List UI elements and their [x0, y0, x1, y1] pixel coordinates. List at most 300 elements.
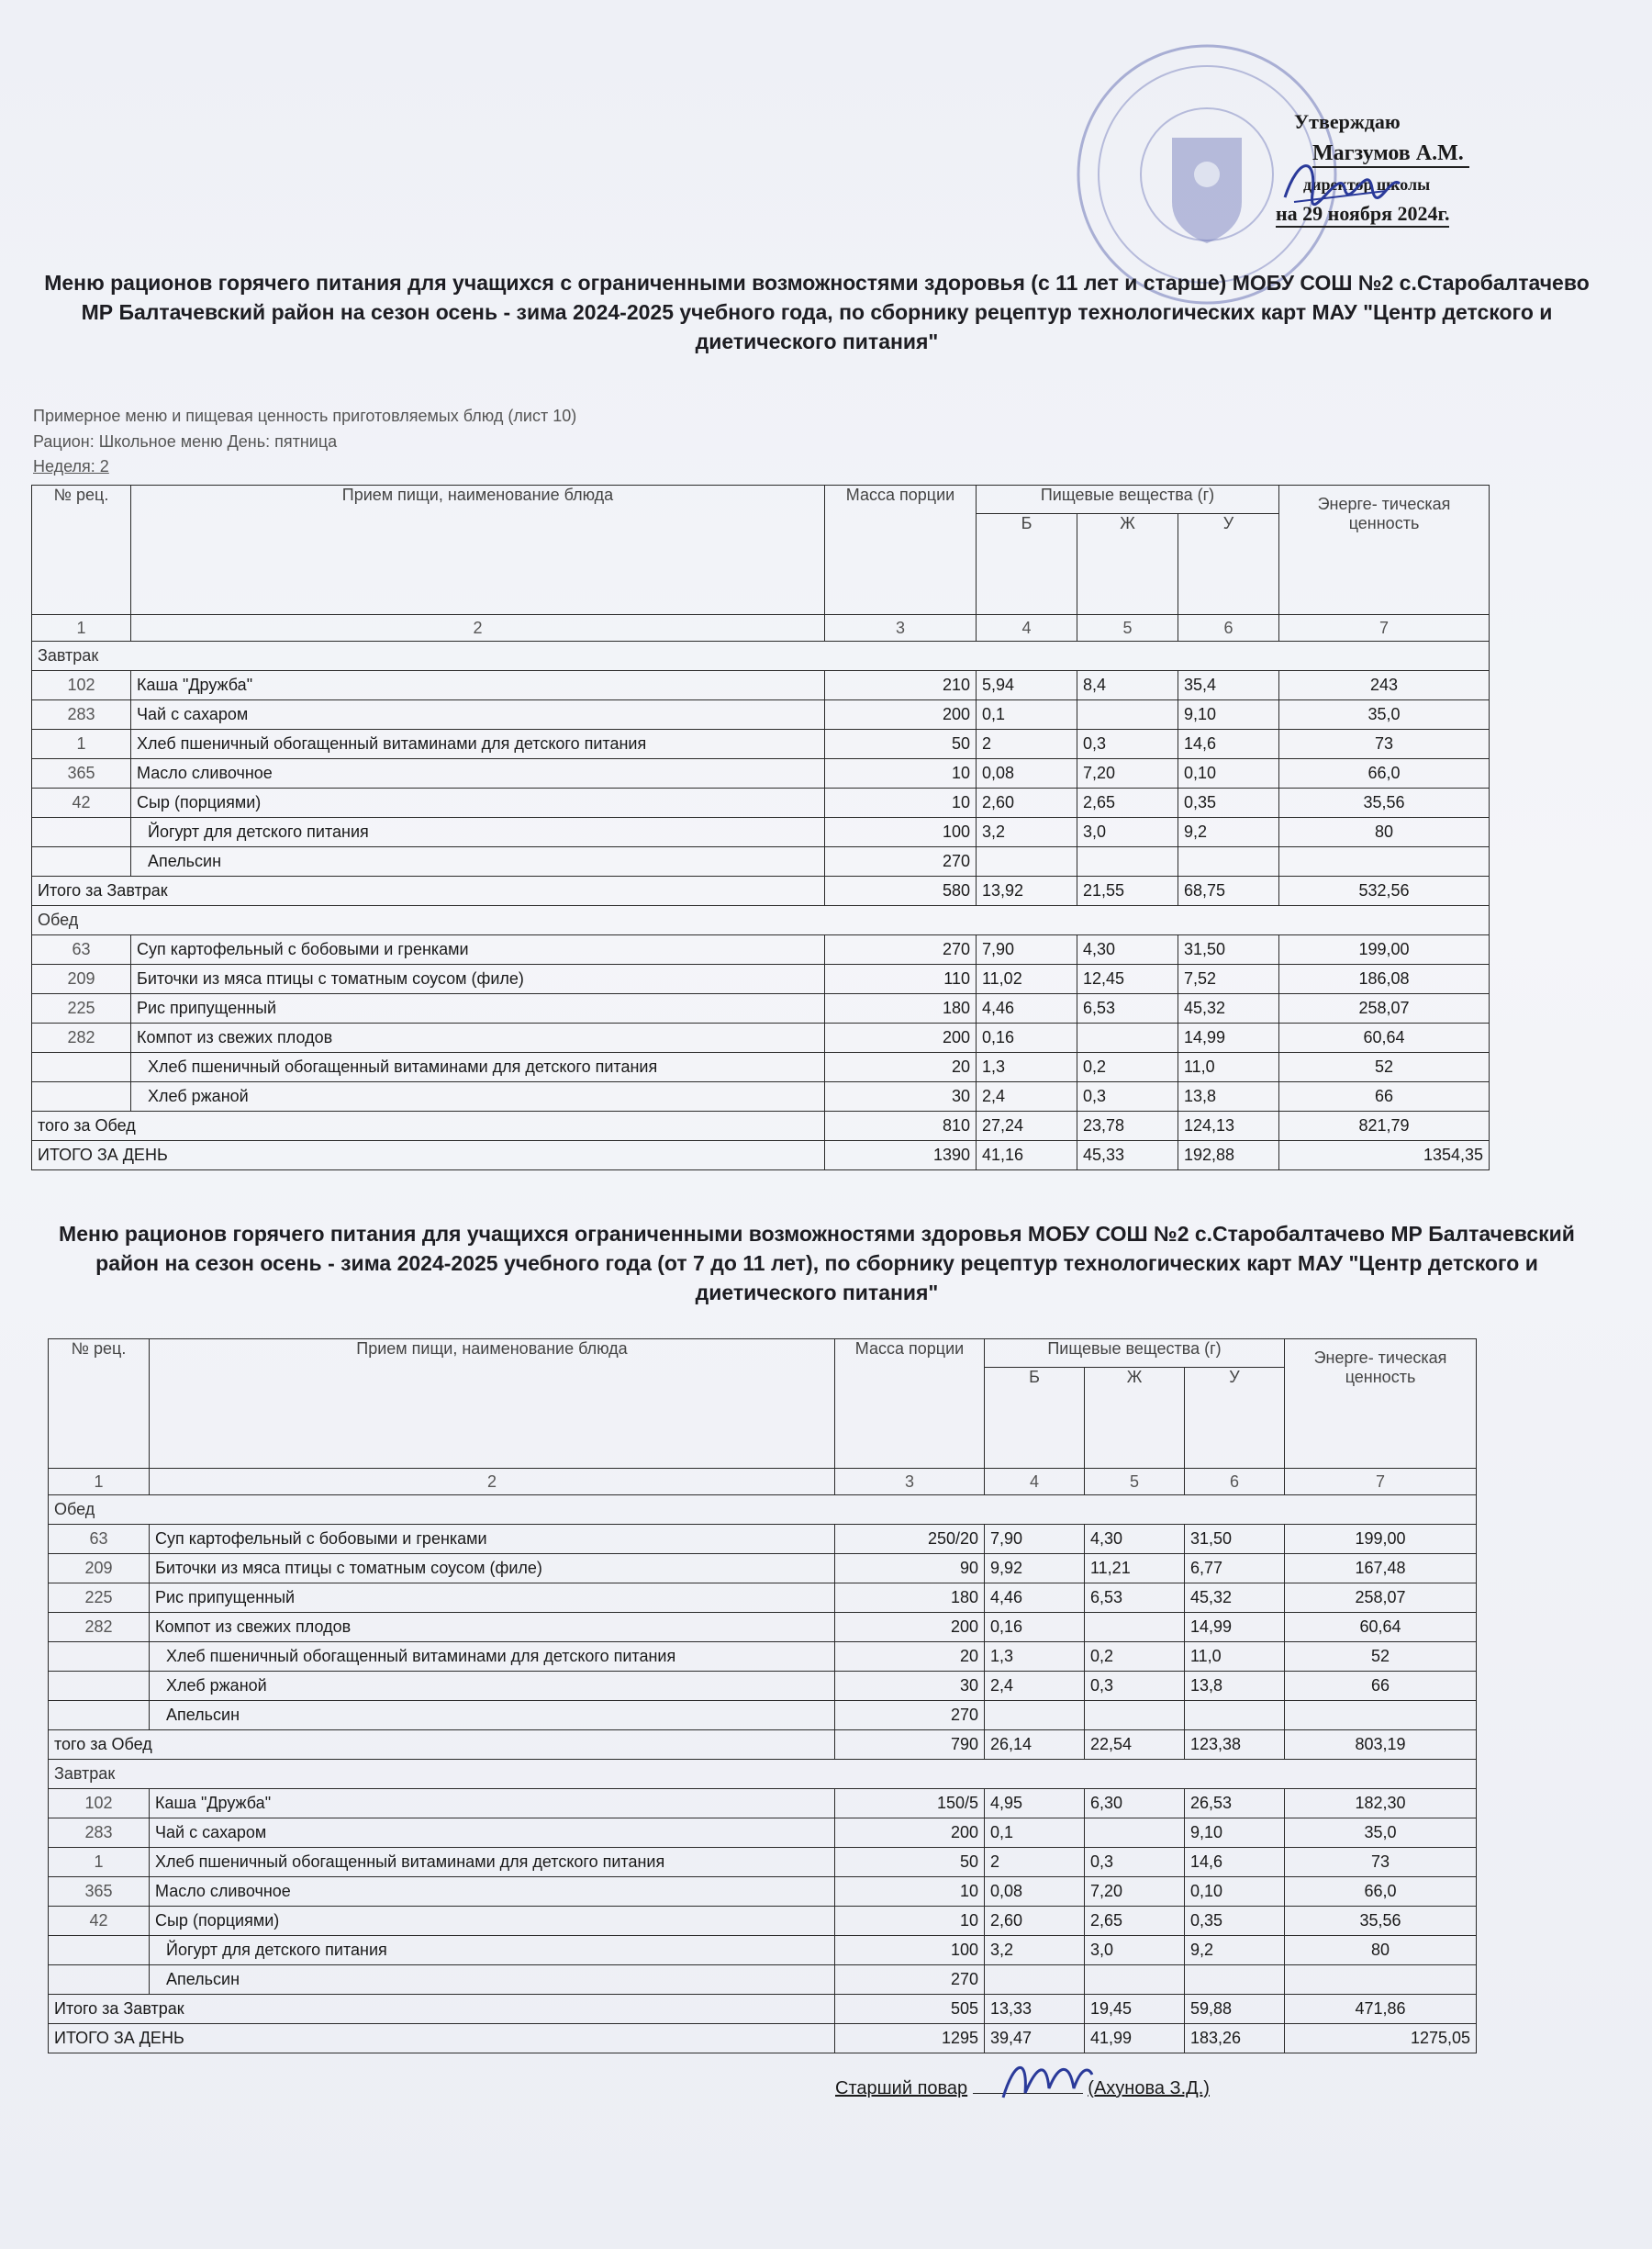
- rec-cell: 63: [49, 1525, 150, 1554]
- section-breakfast: Завтрак: [32, 642, 1490, 671]
- dish-name-cell: Суп картофельный с бобовыми и гренками: [131, 935, 825, 965]
- energy-cell: 60,64: [1285, 1613, 1477, 1642]
- rec-cell: 42: [32, 789, 131, 818]
- energy-cell: 35,0: [1285, 1818, 1477, 1848]
- fat-cell: 0,3: [1077, 730, 1178, 759]
- protein-cell: 11,02: [977, 965, 1077, 994]
- col-num: 3: [825, 615, 977, 642]
- col-num: 6: [1185, 1469, 1285, 1495]
- breakfast-rows: [49, 1789, 1477, 1995]
- mass-cell: 10: [825, 789, 977, 818]
- rec-cell: 63: [32, 935, 131, 965]
- dish-name-cell: Апельсин: [150, 1965, 835, 1995]
- section-breakfast: Завтрак: [49, 1760, 1477, 1789]
- total-energy-cell: 821,79: [1279, 1112, 1490, 1141]
- table-number-row: [49, 1469, 1477, 1495]
- energy-cell: 73: [1279, 730, 1490, 759]
- energy-cell: 35,0: [1279, 700, 1490, 730]
- fat-cell: 6,30: [1085, 1789, 1185, 1818]
- menu-title-older: Меню рационов горячего питания для учащихся с ограниченными возможностями здоровья (с 11 лет и старше) МОБУ СОШ №2 с.Старобалтачево МР Балтачевский район на сезон осень - зима 2024-2025 учебного года, по сборнику рецептур технологических карт МАУ "Центр детского и диетического питания": [44, 271, 1590, 353]
- menu-week: Неделя: 2: [33, 457, 109, 476]
- total-carbs-cell: 59,88: [1185, 1995, 1285, 2024]
- table-row: [32, 1082, 1490, 1112]
- director-post: директор школы: [1303, 175, 1431, 194]
- rec-cell: [32, 1053, 131, 1082]
- col-energy: Энерге- тическая ценность: [1279, 486, 1490, 615]
- dish-name-cell: Сыр (порциями): [150, 1907, 835, 1936]
- protein-cell: [977, 847, 1077, 877]
- table-row: [32, 759, 1490, 789]
- total-carbs-cell: 183,26: [1185, 2024, 1285, 2053]
- total-lunch-row: [49, 1730, 1477, 1760]
- fat-cell: 7,20: [1085, 1877, 1185, 1907]
- fat-cell: 0,3: [1085, 1672, 1185, 1701]
- fat-cell: [1085, 1965, 1185, 1995]
- total-breakfast-row: [49, 1995, 1477, 2024]
- mass-cell: 200: [835, 1613, 985, 1642]
- total-label-cell: того за Обед: [32, 1112, 825, 1141]
- table-row: [49, 1642, 1477, 1672]
- carbs-cell: 35,4: [1178, 671, 1279, 700]
- dish-name-cell: Масло сливочное: [131, 759, 825, 789]
- dish-name-cell: Рис припущенный: [150, 1583, 835, 1613]
- table-row: [32, 818, 1490, 847]
- protein-cell: 4,46: [977, 994, 1077, 1024]
- total-fat-cell: 41,99: [1085, 2024, 1185, 2053]
- col-rec: № рец.: [32, 486, 131, 615]
- fat-cell: 12,45: [1077, 965, 1178, 994]
- dish-name-cell: Сыр (порциями): [131, 789, 825, 818]
- total-label-cell: ИТОГО ЗА ДЕНЬ: [32, 1141, 825, 1170]
- total-mass-cell: 790: [835, 1730, 985, 1760]
- total-day-row: [32, 1141, 1490, 1170]
- table-row: [49, 1613, 1477, 1642]
- mass-cell: 30: [825, 1082, 977, 1112]
- rec-cell: 283: [32, 700, 131, 730]
- mass-cell: 180: [835, 1583, 985, 1613]
- table-row: [32, 730, 1490, 759]
- section-row: [49, 1760, 1477, 1789]
- fat-cell: 0,2: [1077, 1053, 1178, 1082]
- table-row: [49, 1583, 1477, 1613]
- chef-signature: [996, 2042, 1097, 2116]
- dish-name-cell: Биточки из мяса птицы с томатным соусом (филе): [131, 965, 825, 994]
- mass-cell: 10: [835, 1877, 985, 1907]
- menu-sheet-info: Примерное меню и пищевая ценность приготовляемых блюд (лист 10): [33, 407, 577, 425]
- section-row: [32, 906, 1490, 935]
- dish-name-cell: Масло сливочное: [150, 1877, 835, 1907]
- protein-cell: 2,60: [985, 1907, 1085, 1936]
- fat-cell: 11,21: [1085, 1554, 1185, 1583]
- rec-cell: 283: [49, 1818, 150, 1848]
- chef-label: Старший повар: [835, 2078, 968, 2098]
- carbs-cell: 9,10: [1178, 700, 1279, 730]
- carbs-cell: 11,0: [1178, 1053, 1279, 1082]
- col-nutrients: Пищевые вещества (г): [985, 1339, 1285, 1368]
- carbs-cell: 13,8: [1185, 1672, 1285, 1701]
- energy-cell: [1279, 847, 1490, 877]
- total-protein-cell: 27,24: [977, 1112, 1077, 1141]
- mass-cell: 50: [835, 1848, 985, 1877]
- dish-name-cell: Йогурт для детского питания: [150, 1936, 835, 1965]
- col-zh: Ж: [1077, 514, 1178, 615]
- dish-name-cell: Чай с сахаром: [150, 1818, 835, 1848]
- dish-name-cell: Хлеб пшеничный обогащенный витаминами для детского питания: [131, 730, 825, 759]
- table-row: [32, 994, 1490, 1024]
- table-row: [49, 1672, 1477, 1701]
- menu-ration-day: Рацион: Школьное меню День: пятница: [33, 432, 338, 451]
- dish-name-cell: Хлеб ржаной: [131, 1082, 825, 1112]
- total-day-row: [49, 2024, 1477, 2053]
- rec-cell: [49, 1936, 150, 1965]
- fat-cell: 2,65: [1085, 1907, 1185, 1936]
- rec-cell: 1: [32, 730, 131, 759]
- menu-table-younger: [48, 1338, 1477, 2053]
- total-fat-cell: 45,33: [1077, 1141, 1178, 1170]
- protein-cell: 3,2: [977, 818, 1077, 847]
- energy-cell: 199,00: [1285, 1525, 1477, 1554]
- total-carbs-cell: 192,88: [1178, 1141, 1279, 1170]
- mass-cell: 100: [835, 1936, 985, 1965]
- protein-cell: 4,95: [985, 1789, 1085, 1818]
- total-energy-cell: 471,86: [1285, 1995, 1477, 2024]
- carbs-cell: [1178, 847, 1279, 877]
- fat-cell: 4,30: [1085, 1525, 1185, 1554]
- fat-cell: 8,4: [1077, 671, 1178, 700]
- total-label-cell: того за Обед: [49, 1730, 835, 1760]
- col-b: Б: [985, 1368, 1085, 1469]
- carbs-cell: 9,10: [1185, 1818, 1285, 1848]
- carbs-cell: 0,35: [1185, 1907, 1285, 1936]
- director-name: Магзумов А.М.: [1312, 141, 1469, 168]
- energy-cell: [1285, 1701, 1477, 1730]
- section-lunch: Обед: [49, 1495, 1477, 1525]
- protein-cell: 4,46: [985, 1583, 1085, 1613]
- carbs-cell: 0,10: [1178, 759, 1279, 789]
- approval-title: Утверждаю: [1294, 110, 1401, 133]
- energy-cell: 258,07: [1285, 1583, 1477, 1613]
- col-num: 6: [1178, 615, 1279, 642]
- rec-cell: 225: [49, 1583, 150, 1613]
- table-row: [49, 1818, 1477, 1848]
- protein-cell: 9,92: [985, 1554, 1085, 1583]
- carbs-cell: 31,50: [1185, 1525, 1285, 1554]
- table-row: [49, 1525, 1477, 1554]
- rec-cell: [49, 1672, 150, 1701]
- fat-cell: [1085, 1818, 1185, 1848]
- section-row: [49, 1495, 1477, 1525]
- mass-cell: 210: [825, 671, 977, 700]
- dish-name-cell: Апельсин: [131, 847, 825, 877]
- total-protein-cell: 41,16: [977, 1141, 1077, 1170]
- mass-cell: 100: [825, 818, 977, 847]
- table-row: [49, 1877, 1477, 1907]
- energy-cell: [1285, 1965, 1477, 1995]
- carbs-cell: 11,0: [1185, 1642, 1285, 1672]
- fat-cell: [1085, 1613, 1185, 1642]
- mass-cell: 10: [825, 759, 977, 789]
- table-row: [32, 847, 1490, 877]
- mass-cell: 20: [835, 1642, 985, 1672]
- table-row: [49, 1965, 1477, 1995]
- protein-cell: 2,4: [985, 1672, 1085, 1701]
- rec-cell: 282: [32, 1024, 131, 1053]
- carbs-cell: 9,2: [1185, 1936, 1285, 1965]
- fat-cell: 0,3: [1077, 1082, 1178, 1112]
- col-num: 2: [150, 1469, 835, 1495]
- table-row: [49, 1701, 1477, 1730]
- energy-cell: 35,56: [1285, 1907, 1477, 1936]
- table-row: [49, 1848, 1477, 1877]
- protein-cell: 7,90: [985, 1525, 1085, 1554]
- protein-cell: [985, 1965, 1085, 1995]
- fat-cell: 6,53: [1077, 994, 1178, 1024]
- fat-cell: 7,20: [1077, 759, 1178, 789]
- mass-cell: 250/20: [835, 1525, 985, 1554]
- protein-cell: 2,60: [977, 789, 1077, 818]
- col-num: 7: [1285, 1469, 1477, 1495]
- protein-cell: 0,16: [985, 1613, 1085, 1642]
- energy-cell: 35,56: [1279, 789, 1490, 818]
- energy-cell: 66: [1285, 1672, 1477, 1701]
- total-fat-cell: 23,78: [1077, 1112, 1178, 1141]
- carbs-cell: 0,35: [1178, 789, 1279, 818]
- energy-cell: 73: [1285, 1848, 1477, 1877]
- dish-name-cell: Биточки из мяса птицы с томатным соусом (филе): [150, 1554, 835, 1583]
- mass-cell: 270: [835, 1965, 985, 1995]
- table-header-row: [32, 486, 1490, 514]
- table-row: [32, 789, 1490, 818]
- carbs-cell: 14,99: [1178, 1024, 1279, 1053]
- col-dish: Прием пищи, наименование блюда: [131, 486, 825, 615]
- total-carbs-cell: 124,13: [1178, 1112, 1279, 1141]
- protein-cell: 0,1: [977, 700, 1077, 730]
- total-label-cell: ИТОГО ЗА ДЕНЬ: [49, 2024, 835, 2053]
- col-num: 4: [977, 615, 1077, 642]
- energy-cell: 80: [1285, 1936, 1477, 1965]
- col-dish: Прием пищи, наименование блюда: [150, 1339, 835, 1469]
- table-row: [49, 1907, 1477, 1936]
- total-label-cell: Итого за Завтрак: [32, 877, 825, 906]
- dish-name-cell: Хлеб пшеничный обогащенный витаминами для детского питания: [131, 1053, 825, 1082]
- mass-cell: 270: [825, 847, 977, 877]
- dish-name-cell: Апельсин: [150, 1701, 835, 1730]
- protein-cell: 1,3: [985, 1642, 1085, 1672]
- protein-cell: 0,08: [985, 1877, 1085, 1907]
- rec-cell: [32, 1082, 131, 1112]
- menu-table-older: [31, 485, 1490, 1170]
- dish-name-cell: Компот из свежих плодов: [131, 1024, 825, 1053]
- total-protein-cell: 13,33: [985, 1995, 1085, 2024]
- mass-cell: 200: [825, 700, 977, 730]
- col-b: Б: [977, 514, 1077, 615]
- mass-cell: 10: [835, 1907, 985, 1936]
- carbs-cell: [1185, 1965, 1285, 1995]
- mass-cell: 200: [825, 1024, 977, 1053]
- table-row: [32, 965, 1490, 994]
- carbs-cell: 31,50: [1178, 935, 1279, 965]
- rec-cell: 102: [32, 671, 131, 700]
- fat-cell: 3,0: [1085, 1936, 1185, 1965]
- total-mass-cell: 580: [825, 877, 977, 906]
- protein-cell: 5,94: [977, 671, 1077, 700]
- mass-cell: 200: [835, 1818, 985, 1848]
- col-num: 3: [835, 1469, 985, 1495]
- rec-cell: [49, 1701, 150, 1730]
- energy-cell: 52: [1279, 1053, 1490, 1082]
- fat-cell: [1077, 700, 1178, 730]
- rec-cell: 365: [49, 1877, 150, 1907]
- rec-cell: [32, 818, 131, 847]
- rec-cell: 209: [32, 965, 131, 994]
- mass-cell: 110: [825, 965, 977, 994]
- mass-cell: 150/5: [835, 1789, 985, 1818]
- col-u: У: [1178, 514, 1279, 615]
- carbs-cell: 45,32: [1178, 994, 1279, 1024]
- dish-name-cell: Каша "Дружба": [150, 1789, 835, 1818]
- total-lunch-row: [32, 1112, 1490, 1141]
- total-energy-cell: 532,56: [1279, 877, 1490, 906]
- rec-cell: 282: [49, 1613, 150, 1642]
- chef-name: (Ахунова З.Д.): [1088, 2078, 1210, 2098]
- table-row: [32, 1024, 1490, 1053]
- rec-cell: [49, 1965, 150, 1995]
- dish-name-cell: Суп картофельный с бобовыми и гренками: [150, 1525, 835, 1554]
- table-row: [32, 935, 1490, 965]
- protein-cell: 1,3: [977, 1053, 1077, 1082]
- dish-name-cell: Хлеб ржаной: [150, 1672, 835, 1701]
- dish-name-cell: Хлеб пшеничный обогащенный витаминами для детского питания: [150, 1642, 835, 1672]
- fat-cell: 2,65: [1077, 789, 1178, 818]
- carbs-cell: 13,8: [1178, 1082, 1279, 1112]
- total-breakfast-row: [32, 877, 1490, 906]
- total-energy-cell: 803,19: [1285, 1730, 1477, 1760]
- energy-cell: 199,00: [1279, 935, 1490, 965]
- total-fat-cell: 21,55: [1077, 877, 1178, 906]
- fat-cell: 4,30: [1077, 935, 1178, 965]
- protein-cell: 0,08: [977, 759, 1077, 789]
- fat-cell: [1077, 847, 1178, 877]
- mass-cell: 270: [835, 1701, 985, 1730]
- fat-cell: 0,2: [1085, 1642, 1185, 1672]
- director-signature: [1276, 147, 1404, 220]
- rec-cell: [49, 1642, 150, 1672]
- dish-name-cell: Чай с сахаром: [131, 700, 825, 730]
- protein-cell: 3,2: [985, 1936, 1085, 1965]
- total-mass-cell: 505: [835, 1995, 985, 2024]
- mass-cell: 20: [825, 1053, 977, 1082]
- col-mass: Масса порции: [835, 1339, 985, 1469]
- dish-name-cell: Рис припущенный: [131, 994, 825, 1024]
- rec-cell: 225: [32, 994, 131, 1024]
- menu-title-younger: Меню рационов горячего питания для учащихся ограниченными возможностями здоровья МОБУ СОШ №2 с.Старобалтачево МР Балтачевский район на сезон осень - зима 2024-2025 учебного года (от 7 до 11 лет), по сборнику рецептур технологических карт МАУ "Центр детского и диетического питания": [59, 1222, 1575, 1304]
- energy-cell: 186,08: [1279, 965, 1490, 994]
- energy-cell: 182,30: [1285, 1789, 1477, 1818]
- energy-cell: 167,48: [1285, 1554, 1477, 1583]
- carbs-cell: 14,6: [1185, 1848, 1285, 1877]
- energy-cell: 66,0: [1279, 759, 1490, 789]
- col-num: 5: [1085, 1469, 1185, 1495]
- fat-cell: [1085, 1701, 1185, 1730]
- rec-cell: 1: [49, 1848, 150, 1877]
- energy-cell: 258,07: [1279, 994, 1490, 1024]
- table-row: [32, 700, 1490, 730]
- protein-cell: 0,16: [977, 1024, 1077, 1053]
- carbs-cell: 0,10: [1185, 1877, 1285, 1907]
- total-protein-cell: 13,92: [977, 877, 1077, 906]
- table-number-row: [32, 615, 1490, 642]
- col-num: 5: [1077, 615, 1178, 642]
- mass-cell: 30: [835, 1672, 985, 1701]
- total-fat-cell: 19,45: [1085, 1995, 1185, 2024]
- protein-cell: 2,4: [977, 1082, 1077, 1112]
- energy-cell: 80: [1279, 818, 1490, 847]
- col-num: 1: [49, 1469, 150, 1495]
- rec-cell: 102: [49, 1789, 150, 1818]
- carbs-cell: 14,6: [1178, 730, 1279, 759]
- energy-cell: 60,64: [1279, 1024, 1490, 1053]
- fat-cell: 6,53: [1085, 1583, 1185, 1613]
- energy-cell: 52: [1285, 1642, 1477, 1672]
- rec-cell: 209: [49, 1554, 150, 1583]
- protein-cell: 0,1: [985, 1818, 1085, 1848]
- total-energy-cell: 1275,05: [1285, 2024, 1477, 2053]
- mass-cell: 270: [825, 935, 977, 965]
- energy-cell: 243: [1279, 671, 1490, 700]
- section-row: [32, 642, 1490, 671]
- mass-cell: 90: [835, 1554, 985, 1583]
- protein-cell: 7,90: [977, 935, 1077, 965]
- energy-cell: 66,0: [1285, 1877, 1477, 1907]
- approval-date: на 29 ноября 2024г.: [1276, 202, 1449, 228]
- rec-cell: 42: [49, 1907, 150, 1936]
- protein-cell: 2: [985, 1848, 1085, 1877]
- dish-name-cell: Йогурт для детского питания: [131, 818, 825, 847]
- col-num: 7: [1279, 615, 1490, 642]
- carbs-cell: 7,52: [1178, 965, 1279, 994]
- carbs-cell: 45,32: [1185, 1583, 1285, 1613]
- carbs-cell: 14,99: [1185, 1613, 1285, 1642]
- dish-name-cell: Компот из свежих плодов: [150, 1613, 835, 1642]
- carbs-cell: [1185, 1701, 1285, 1730]
- col-mass: Масса порции: [825, 486, 977, 615]
- total-protein-cell: 39,47: [985, 2024, 1085, 2053]
- lunch-rows: [32, 935, 1490, 1112]
- total-fat-cell: 22,54: [1085, 1730, 1185, 1760]
- fat-cell: 3,0: [1077, 818, 1178, 847]
- col-num: 2: [131, 615, 825, 642]
- mass-cell: 50: [825, 730, 977, 759]
- dish-name-cell: Каша "Дружба": [131, 671, 825, 700]
- total-carbs-cell: 68,75: [1178, 877, 1279, 906]
- col-u: У: [1185, 1368, 1285, 1469]
- dish-name-cell: Хлеб пшеничный обогащенный витаминами для детского питания: [150, 1848, 835, 1877]
- total-mass-cell: 810: [825, 1112, 977, 1141]
- col-energy: Энерге- тическая ценность: [1285, 1339, 1477, 1469]
- table-row: [49, 1936, 1477, 1965]
- col-num: 4: [985, 1469, 1085, 1495]
- carbs-cell: 9,2: [1178, 818, 1279, 847]
- col-rec: № рец.: [49, 1339, 150, 1469]
- fat-cell: [1077, 1024, 1178, 1053]
- fat-cell: 0,3: [1085, 1848, 1185, 1877]
- table-row: [32, 1053, 1490, 1082]
- table-row: [32, 671, 1490, 700]
- rec-cell: [32, 847, 131, 877]
- table-header-row: [49, 1339, 1477, 1368]
- mass-cell: 180: [825, 994, 977, 1024]
- table-row: [49, 1789, 1477, 1818]
